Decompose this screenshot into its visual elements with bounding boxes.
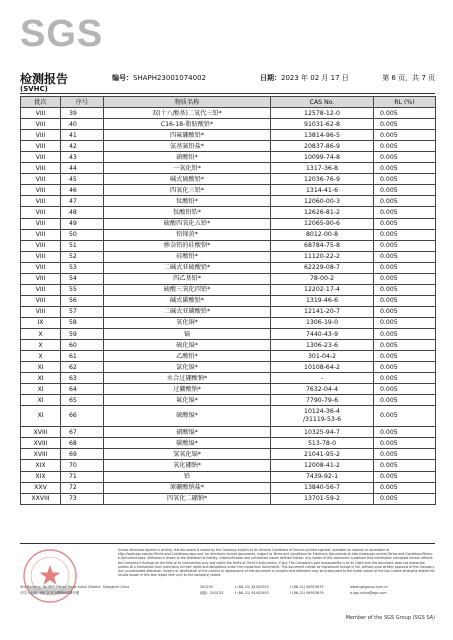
cell-substance: 四乙基铅* bbox=[104, 273, 271, 284]
cell-rl: 0.005 bbox=[374, 482, 436, 493]
cell-rl: 0.005 bbox=[374, 306, 436, 317]
table-row bbox=[21, 284, 436, 295]
cell-rl: 0.005 bbox=[374, 471, 436, 482]
cell-cas: 7632-04-4 bbox=[271, 384, 374, 395]
cell-no: 61 bbox=[61, 351, 104, 362]
table-row bbox=[21, 130, 436, 141]
cell-batch: VIII bbox=[21, 141, 61, 152]
cell-batch: XVIII bbox=[21, 449, 61, 460]
column-header-substance: 物质名称 bbox=[104, 97, 271, 108]
cell-no: 48 bbox=[61, 207, 104, 218]
cell-batch: VIII bbox=[21, 218, 61, 229]
postcode-en: 200233 bbox=[200, 585, 213, 589]
cell-batch: XXVIII bbox=[21, 493, 61, 504]
table-row bbox=[21, 229, 436, 240]
cell-cas: 12036-76-9 bbox=[271, 174, 374, 185]
cell-batch: VIII bbox=[21, 229, 61, 240]
cell-substance: 氨基氰铅盐* bbox=[104, 141, 271, 152]
cell-batch: VIII bbox=[21, 174, 61, 185]
cell-cas: 7440-43-9 bbox=[271, 328, 374, 339]
cell-rl: 0.005 bbox=[374, 493, 436, 504]
table-row bbox=[21, 460, 436, 471]
svhc-table bbox=[20, 96, 436, 505]
cell-substance: 碱式硫酸铅* bbox=[104, 174, 271, 185]
column-header-rl: RL (%) bbox=[374, 97, 436, 108]
cell-substance: 四氧化二硼钠* bbox=[104, 493, 271, 504]
cell-substance: 过硼酸钠* bbox=[104, 384, 271, 395]
cell-batch: VIII bbox=[21, 240, 61, 251]
cell-batch: X bbox=[21, 340, 61, 351]
table-row bbox=[21, 152, 436, 163]
cell-no: 58 bbox=[61, 317, 104, 328]
cell-substance: 一氧化铅* bbox=[104, 163, 271, 174]
cell-batch: XI bbox=[21, 373, 61, 384]
cell-cas: 12065-90-6 bbox=[271, 218, 374, 229]
table-row bbox=[21, 240, 436, 251]
cell-batch: VIII bbox=[21, 306, 61, 317]
cell-substance: 二碱式亚硫酸铅* bbox=[104, 262, 271, 273]
cell-rl: 0.005 bbox=[374, 438, 436, 449]
table-row bbox=[21, 207, 436, 218]
cell-cas: 68784-75-8 bbox=[271, 240, 374, 251]
cell-substance: 掺杂铅的硅酸钡* bbox=[104, 240, 271, 251]
cell-cas: 13701-59-2 bbox=[271, 493, 374, 504]
cell-no: 62 bbox=[61, 362, 104, 373]
cell-no: 54 bbox=[61, 273, 104, 284]
cell-rl: 0.005 bbox=[374, 328, 436, 339]
cell-rl: 0.005 bbox=[374, 460, 436, 471]
cell-substance: 硫化镉* bbox=[104, 340, 271, 351]
cell-batch: IX bbox=[21, 317, 61, 328]
cell-rl: 0.005 bbox=[374, 384, 436, 395]
cell-batch: XI bbox=[21, 395, 61, 406]
cell-no: 49 bbox=[61, 218, 104, 229]
cell-cas: 513-78-0 bbox=[271, 438, 374, 449]
cell-substance: 氯化镉* bbox=[104, 362, 271, 373]
cell-no: 70 bbox=[61, 460, 104, 471]
cell-substance: 硝酸铅* bbox=[104, 152, 271, 163]
table-row bbox=[21, 163, 436, 174]
cell-batch: VIII bbox=[21, 108, 61, 119]
table-row bbox=[21, 373, 436, 384]
table-row bbox=[21, 471, 436, 482]
cell-cas: 12141-20-7 bbox=[271, 306, 374, 317]
report-header bbox=[20, 70, 435, 92]
cell-substance: 双(十八酸基)二氧代三铅* bbox=[104, 108, 271, 119]
cell-rl: 0.005 bbox=[374, 196, 436, 207]
cell-batch: X bbox=[21, 351, 61, 362]
table-row bbox=[21, 295, 436, 306]
cell-substance: 四氧化三铅* bbox=[104, 185, 271, 196]
table-row bbox=[21, 196, 436, 207]
report-number bbox=[112, 73, 206, 83]
cell-cas: - bbox=[271, 373, 374, 384]
cell-cas: 13814-96-5 bbox=[271, 130, 374, 141]
cell-no: 68 bbox=[61, 438, 104, 449]
cell-rl: 0.005 bbox=[374, 427, 436, 438]
cell-rl: 0.005 bbox=[374, 185, 436, 196]
cell-batch: VIII bbox=[21, 262, 61, 273]
cell-cas: 91031-62-8 bbox=[271, 119, 374, 130]
header-divider bbox=[20, 93, 435, 94]
table-row bbox=[21, 174, 436, 185]
cell-substance: 水合过硼酸钠* bbox=[104, 373, 271, 384]
cell-cas: 62229-08-7 bbox=[271, 262, 374, 273]
report-date-label: 日期： bbox=[260, 74, 281, 82]
cell-no: 50 bbox=[61, 229, 104, 240]
cell-cas: 10124-36-4 /31119-53-6 bbox=[271, 406, 374, 427]
cell-cas: 78-00-2 bbox=[271, 273, 374, 284]
cell-no: 53 bbox=[61, 262, 104, 273]
cell-rl: 0.005 bbox=[374, 317, 436, 328]
table-row bbox=[21, 362, 436, 373]
sgs-member-note: Member of the SGS Group (SGS SA) bbox=[345, 615, 435, 621]
cell-substance: 钛酸铅锆* bbox=[104, 207, 271, 218]
cell-no: 71 bbox=[61, 471, 104, 482]
cell-rl: 0.005 bbox=[374, 174, 436, 185]
cell-no: 65 bbox=[61, 395, 104, 406]
table-row bbox=[21, 108, 436, 119]
table-row bbox=[21, 141, 436, 152]
cell-batch: VIII bbox=[21, 207, 61, 218]
cell-batch: VIII bbox=[21, 119, 61, 130]
cell-cas: 1306-23-6 bbox=[271, 340, 374, 351]
website-link[interactable]: www.sgsgroup.com.cn bbox=[350, 585, 389, 589]
cell-rl: 0.005 bbox=[374, 218, 436, 229]
cell-no: 56 bbox=[61, 295, 104, 306]
cell-substance: 乙酸铅* bbox=[104, 351, 271, 362]
phone-en: t (86–21) 61402553 bbox=[235, 585, 269, 589]
cell-no: 45 bbox=[61, 174, 104, 185]
cell-rl: 0.005 bbox=[374, 152, 436, 163]
table-row bbox=[21, 395, 436, 406]
cell-rl: 0.005 bbox=[374, 395, 436, 406]
cell-substance: 碱式碳酸铅* bbox=[104, 295, 271, 306]
cell-rl: 0.005 bbox=[374, 284, 436, 295]
cell-cas: 10099-74-8 bbox=[271, 152, 374, 163]
cell-substance: 硫酸四氧化五铅* bbox=[104, 218, 271, 229]
cell-substance: 氧化铜* bbox=[104, 317, 271, 328]
cell-rl: 0.005 bbox=[374, 273, 436, 284]
column-header-cas: CAS No. bbox=[271, 97, 374, 108]
cell-no: 73 bbox=[61, 493, 104, 504]
cell-substance: 氢氧化镉* bbox=[104, 449, 271, 460]
report-number-value: SHAPH23001074002 bbox=[133, 74, 206, 82]
cell-no: 59 bbox=[61, 328, 104, 339]
cell-no: 47 bbox=[61, 196, 104, 207]
cell-batch: VIII bbox=[21, 251, 61, 262]
footer-divider bbox=[20, 543, 435, 544]
table-row bbox=[21, 438, 436, 449]
cell-cas: 12008-41-2 bbox=[271, 460, 374, 471]
address-cn: 中国 · 上海 · 徐汇区宜山路889号3号楼 bbox=[20, 591, 80, 595]
cell-batch: XI bbox=[21, 362, 61, 373]
cell-rl: 0.005 bbox=[374, 141, 436, 152]
cell-cas: 12202-17-4 bbox=[271, 284, 374, 295]
table-row bbox=[21, 185, 436, 196]
table-row bbox=[21, 406, 436, 427]
cell-no: 41 bbox=[61, 130, 104, 141]
cell-rl: 0.005 bbox=[374, 130, 436, 141]
table-row bbox=[21, 449, 436, 460]
cell-cas: 301-04-2 bbox=[271, 351, 374, 362]
table-row bbox=[21, 384, 436, 395]
table-row bbox=[21, 273, 436, 284]
report-date bbox=[260, 73, 349, 83]
test-report-seal bbox=[22, 548, 78, 604]
cell-cas: 21041-95-2 bbox=[271, 449, 374, 460]
table-row bbox=[21, 262, 436, 273]
legal-disclaimer: Unless otherwise agreed in writing, this document is issued by the Company subject to its General Conditions of Service printed overleaf, available on request or accessible at http://www.sgs.com/en/Terms-and-Conditions.aspx and, for electronic format documents, subject to Terms and Conditions for Electronic Documents at http://www.sgs.com/en/Terms-and-Conditions/Terms-e-Document.aspx. Attention is drawn to the limitation of liability, indemnification and jurisdiction issues defined therein. Any holder of this document is advised that information contained hereon reflects the Company's findings at the time of its intervention only and within the limits of Client's instructions, if any. The Company's sole responsibility is to its Client and this document does not exonerate parties to a transaction from exercising all their rights and obligations under the transaction documents. This document cannot be reproduced except in full, without prior written approval of the Company. Any unauthorized alteration, forgery or falsification of the content or appearance of this document is unlawful and offenders may be prosecuted to the fullest extent of the law. Unless otherwise stated the results shown in this test report refer only to the sample(s) tested. bbox=[118, 548, 435, 578]
cell-substance: 氟化镉* bbox=[104, 395, 271, 406]
cell-no: 60 bbox=[61, 340, 104, 351]
cell-cas: 1306-19-0 bbox=[271, 317, 374, 328]
cell-substance: 钛酸铅* bbox=[104, 196, 271, 207]
cell-no: 67 bbox=[61, 427, 104, 438]
cell-batch: XIX bbox=[21, 460, 61, 471]
cell-no: 40 bbox=[61, 119, 104, 130]
cell-cas: 10108-64-2 bbox=[271, 362, 374, 373]
cell-batch: VIII bbox=[21, 152, 61, 163]
cell-no: 66 bbox=[61, 406, 104, 427]
fax-en: f (86–21) 64953679 bbox=[290, 585, 324, 589]
table-row bbox=[21, 119, 436, 130]
table-row bbox=[21, 317, 436, 328]
cell-substance: 硅酸铅* bbox=[104, 251, 271, 262]
table-row bbox=[21, 306, 436, 317]
cell-no: 63 bbox=[61, 373, 104, 384]
cell-substance: 原硼酸钠盐* bbox=[104, 482, 271, 493]
cell-cas: 13840-56-7 bbox=[271, 482, 374, 493]
cell-cas: 1319-46-6 bbox=[271, 295, 374, 306]
sgs-logo bbox=[20, 10, 104, 55]
column-header-batch: 批次 bbox=[21, 97, 61, 108]
cell-cas: 11120-22-2 bbox=[271, 251, 374, 262]
cell-rl: 0.005 bbox=[374, 251, 436, 262]
table-row bbox=[21, 251, 436, 262]
cell-batch: XIX bbox=[21, 471, 61, 482]
cell-substance: 镉 bbox=[104, 328, 271, 339]
cell-substance: 硫酸三氧化四铅* bbox=[104, 284, 271, 295]
address-en: 3rd Building, No.889 Yishan Road Xuhui District, Shanghai China bbox=[20, 585, 130, 589]
cell-substance: 氧化硼钠* bbox=[104, 460, 271, 471]
cell-substance: 硫酸镉* bbox=[104, 406, 271, 427]
cell-cas: 12060-00-3 bbox=[271, 196, 374, 207]
report-number-label: 编号： bbox=[112, 74, 133, 82]
email-link[interactable]: e sgs.china@sgs.com bbox=[350, 591, 387, 595]
cell-rl: 0.005 bbox=[374, 406, 436, 427]
cell-batch: XI bbox=[21, 406, 61, 427]
cell-rl: 0.005 bbox=[374, 340, 436, 351]
cell-rl: 0.005 bbox=[374, 373, 436, 384]
report-subtitle: (SVHC) bbox=[20, 85, 48, 93]
cell-substance: 硝酸镉* bbox=[104, 427, 271, 438]
sgs-logo-text: SGS bbox=[20, 13, 104, 55]
column-header-no: 序号 bbox=[61, 97, 104, 108]
phone-cn: t (86–21) 61402553 bbox=[235, 591, 269, 595]
fax-cn: f (86–21) 64953679 bbox=[290, 591, 324, 595]
cell-substance: 铅锑黄* bbox=[104, 229, 271, 240]
cell-no: 72 bbox=[61, 482, 104, 493]
cell-rl: 0.005 bbox=[374, 351, 436, 362]
cell-batch: X bbox=[21, 328, 61, 339]
table-row bbox=[21, 340, 436, 351]
cell-cas: 12626-81-2 bbox=[271, 207, 374, 218]
table-row bbox=[21, 482, 436, 493]
report-title: 检测报告 bbox=[20, 72, 69, 86]
cell-no: 52 bbox=[61, 251, 104, 262]
cell-rl: 0.005 bbox=[374, 163, 436, 174]
cell-rl: 0.005 bbox=[374, 262, 436, 273]
cell-rl: 0.005 bbox=[374, 207, 436, 218]
cell-cas: 10325-94-7 bbox=[271, 427, 374, 438]
cell-rl: 0.005 bbox=[374, 362, 436, 373]
cell-batch: VIII bbox=[21, 284, 61, 295]
cell-no: 55 bbox=[61, 284, 104, 295]
cell-cas: 8012-00-8 bbox=[271, 229, 374, 240]
cell-substance: 碳酸镉* bbox=[104, 438, 271, 449]
table-row bbox=[21, 427, 436, 438]
cell-no: 43 bbox=[61, 152, 104, 163]
cell-rl: 0.005 bbox=[374, 108, 436, 119]
cell-substance: 铅 bbox=[104, 471, 271, 482]
cell-substance: 二碱式亚磷酸铅* bbox=[104, 306, 271, 317]
cell-no: 46 bbox=[61, 185, 104, 196]
table-row bbox=[21, 328, 436, 339]
cell-rl: 0.005 bbox=[374, 119, 436, 130]
cell-no: 57 bbox=[61, 306, 104, 317]
cell-cas: 1317-36-8 bbox=[271, 163, 374, 174]
cell-cas: 7439-92-1 bbox=[271, 471, 374, 482]
cell-no: 64 bbox=[61, 384, 104, 395]
cell-rl: 0.005 bbox=[374, 229, 436, 240]
cell-batch: VIII bbox=[21, 185, 61, 196]
cell-no: 44 bbox=[61, 163, 104, 174]
cell-cas: 20837-86-9 bbox=[271, 141, 374, 152]
table-body bbox=[21, 108, 436, 505]
cell-rl: 0.005 bbox=[374, 449, 436, 460]
cell-substance: 四氟硼酸铅* bbox=[104, 130, 271, 141]
cell-cas: 12578-12-0 bbox=[271, 108, 374, 119]
cell-batch: XI bbox=[21, 384, 61, 395]
cell-no: 42 bbox=[61, 141, 104, 152]
cell-no: 39 bbox=[61, 108, 104, 119]
table-header-row bbox=[21, 97, 436, 108]
cell-batch: XXV bbox=[21, 482, 61, 493]
table-row bbox=[21, 218, 436, 229]
report-date-value: 2023 年 02 月 17 日 bbox=[281, 74, 349, 82]
star-icon bbox=[40, 565, 61, 585]
cell-batch: XVIII bbox=[21, 438, 61, 449]
postcode-cn: 邮编：200233 bbox=[200, 591, 224, 595]
cell-cas: 1314-41-6 bbox=[271, 185, 374, 196]
cell-batch: VIII bbox=[21, 196, 61, 207]
table-row bbox=[21, 351, 436, 362]
page-number: 第 6 页，共 7 页 bbox=[382, 74, 435, 82]
cell-rl: 0.005 bbox=[374, 295, 436, 306]
cell-cas: 7790-79-6 bbox=[271, 395, 374, 406]
cell-substance: C16-18-脂肪酸铅* bbox=[104, 119, 271, 130]
cell-batch: VIII bbox=[21, 130, 61, 141]
cell-no: 69 bbox=[61, 449, 104, 460]
cell-batch: VIII bbox=[21, 163, 61, 174]
cell-rl: 0.005 bbox=[374, 240, 436, 251]
cell-batch: XVIII bbox=[21, 427, 61, 438]
cell-batch: VIII bbox=[21, 295, 61, 306]
table-row bbox=[21, 493, 436, 504]
cell-no: 51 bbox=[61, 240, 104, 251]
cell-batch: VIII bbox=[21, 273, 61, 284]
